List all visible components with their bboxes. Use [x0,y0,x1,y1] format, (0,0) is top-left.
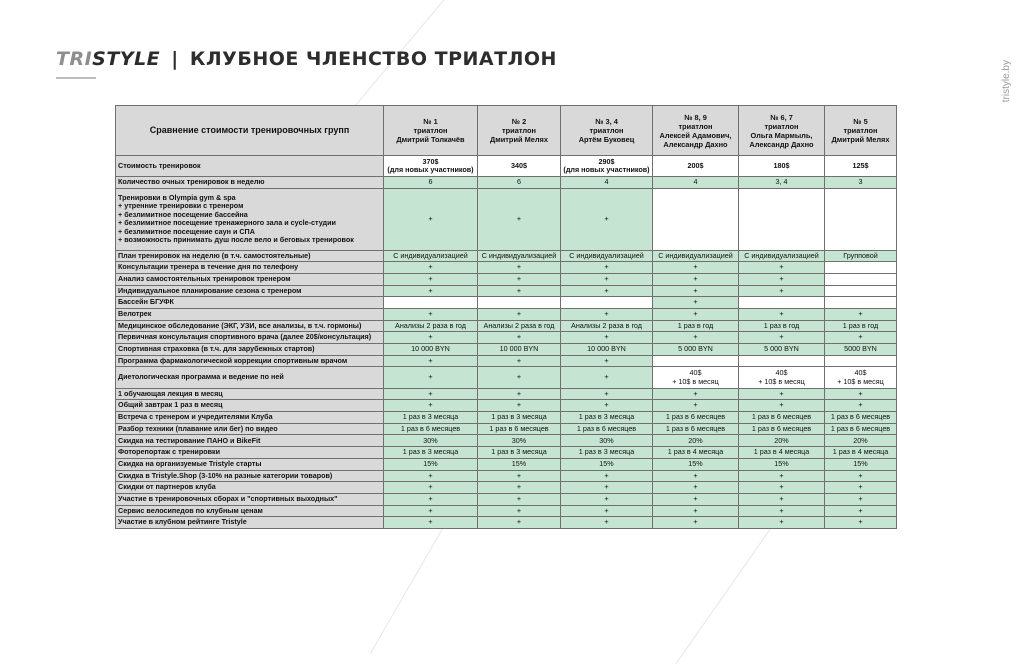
table-cell: + [384,482,478,494]
table-cell: Анализы 2 раза в год [384,320,478,332]
table-cell: 1 раз в 4 месяца [739,447,825,459]
row-label: Общий завтрак 1 раз в месяц [116,400,384,412]
table-cell: + [653,273,739,285]
row-label: Индивидуальное планирование сезона с тренером [116,285,384,297]
table-cell: 1 раз в 4 месяца [653,447,739,459]
table-cell: + [739,400,825,412]
row-label: Участие в тренировочных сборах и "спортивных выходных" [116,493,384,505]
table-row [116,435,897,447]
table-cell: + [384,355,478,367]
table-cell: 15% [561,458,653,470]
table-cell: 40$ + 10$ в месяц [739,367,825,388]
table-cell: 40$ + 10$ в месяц [825,367,897,388]
table-cell: + [561,285,653,297]
column-header: № 8, 9 триатлон Алексей Адамович, Александр Дахно [653,106,739,156]
title-text: КЛУБНОЕ ЧЛЕНСТВО ТРИАТЛОН [189,48,557,70]
table-cell: + [478,388,561,400]
table-cell: С индивидуализацией [561,250,653,262]
table-cell: 20% [653,435,739,447]
table-cell: 340$ [478,156,561,177]
table-cell: + [653,493,739,505]
table-cell: + [478,285,561,297]
title-underline [56,77,96,79]
table-cell: 15% [478,458,561,470]
table-cell: 290$ (для новых участников) [561,156,653,177]
table-cell: + [739,388,825,400]
table-cell: + [561,188,653,250]
table-cell: 180$ [739,156,825,177]
table-cell: + [825,505,897,517]
table-cell: 10 000 BYN [478,344,561,356]
table-cell: 4 [653,177,739,189]
row-label: Спортивная страховка (в т.ч. для зарубежных стартов) [116,344,384,356]
table-row [116,412,897,424]
table-cell: 1 раз в 6 месяцев [825,412,897,424]
table-cell: Анализы 2 раза в год [561,320,653,332]
row-label: Стоимость тренировок [116,156,384,177]
column-header: № 2 триатлон Дмитрий Мелях [478,106,561,156]
table-cell: 1 раз в 3 месяца [561,447,653,459]
table-row [116,250,897,262]
brand-logo: TRISTYLE [56,48,161,70]
table-row [116,285,897,297]
row-label: Тренировки в Olympia gym & spa + утренние тренировки с тренером + безлимитное посещение бассейна + безлимитное посещение тренажерного зала и cycle-студии + безлимитное посещение саун и СПА + возможность принимать душ после вело и беговых тренировок [116,188,384,250]
table-row [116,177,897,189]
table-cell: + [561,470,653,482]
table-cell: + [478,505,561,517]
table-cell: + [653,505,739,517]
table-cell: + [561,493,653,505]
table-cell: + [478,188,561,250]
row-label: План тренировок на неделю (в т.ч. самостоятельные) [116,250,384,262]
table-cell: + [561,262,653,274]
table-cell: + [825,400,897,412]
table-cell: + [653,309,739,321]
table-cell [561,297,653,309]
table-corner-header: Сравнение стоимости тренировочных групп [116,106,384,156]
table-row [116,367,897,388]
table-cell: Анализы 2 раза в год [478,320,561,332]
table-cell: + [653,297,739,309]
table-cell: 5000 BYN [825,344,897,356]
table-cell: + [478,262,561,274]
table-cell: 1 раз в 4 месяца [825,447,897,459]
row-label: Скидки от партнеров клуба [116,482,384,494]
table-row [116,332,897,344]
comparison-table [115,105,897,529]
column-header: № 3, 4 триатлон Артём Буковец [561,106,653,156]
table-cell: + [739,262,825,274]
table-cell: 15% [653,458,739,470]
table-cell [825,297,897,309]
row-label: Медицинское обследование (ЭКГ, УЗИ, все анализы, в т.ч. гормоны) [116,320,384,332]
table-row [116,309,897,321]
table-cell: 5 000 BYN [653,344,739,356]
table-cell [653,355,739,367]
table-cell: 1 раз в 6 месяцев [561,423,653,435]
row-label: Участие в клубном рейтинге Tristyle [116,517,384,529]
table-cell: 1 раз в 6 месяцев [739,423,825,435]
table-cell: + [653,517,739,529]
title-separator: | [171,48,179,70]
table-cell: + [561,273,653,285]
row-label: Встреча с тренером и учредителями Клуба [116,412,384,424]
table-cell: + [384,470,478,482]
table-row [116,423,897,435]
table-row [116,470,897,482]
table-cell: + [384,517,478,529]
row-label: Программа фармакологической коррекции спортивным врачом [116,355,384,367]
table-cell: 1 раз в 6 месяцев [825,423,897,435]
table-cell: 15% [384,458,478,470]
table-row [116,482,897,494]
table-cell: + [384,273,478,285]
table-cell: 15% [825,458,897,470]
table-cell: 3 [825,177,897,189]
table-cell: 1 раз в 6 месяцев [739,412,825,424]
table-cell: + [825,470,897,482]
table-cell: 15% [739,458,825,470]
table-cell: + [478,273,561,285]
table-cell: 1 раз в 3 месяца [561,412,653,424]
table-cell: + [384,188,478,250]
table-row [116,273,897,285]
table-row [116,458,897,470]
table-row [116,188,897,250]
table-cell: 6 [478,177,561,189]
table-cell: + [825,493,897,505]
table-cell: + [478,470,561,482]
table-row [116,388,897,400]
table-cell [478,297,561,309]
table-row [116,447,897,459]
row-label: Скидка на организуемые Tristyle старты [116,458,384,470]
table-cell [384,297,478,309]
table-cell: + [384,332,478,344]
table-cell: + [478,332,561,344]
table-cell: 20% [739,435,825,447]
table-cell: + [739,493,825,505]
table-cell: + [561,517,653,529]
table-cell: + [478,517,561,529]
table-cell: + [739,470,825,482]
table-cell: + [739,273,825,285]
table-cell: 1 раз в 6 месяцев [653,423,739,435]
table-cell: + [653,388,739,400]
table-row [116,344,897,356]
table-cell: + [561,332,653,344]
table-cell [825,262,897,274]
table-cell: + [384,262,478,274]
table-cell: + [739,332,825,344]
table-cell: Групповой [825,250,897,262]
table-cell: 1 раз в 6 месяцев [478,423,561,435]
table-cell: + [825,309,897,321]
table-cell [825,285,897,297]
row-label: Анализ самостоятельных тренировок тренером [116,273,384,285]
row-label: Бассейн БГУФК [116,297,384,309]
table-cell: 1 раз в 3 месяца [384,412,478,424]
table-cell: + [561,367,653,388]
table-cell: С индивидуализацией [739,250,825,262]
column-header: № 5 триатлон Дмитрий Мелях [825,106,897,156]
table-cell: + [653,470,739,482]
table-cell: + [561,355,653,367]
table-cell: 1 раз в год [739,320,825,332]
table-cell: 1 раз в 3 месяца [478,447,561,459]
table-cell: 370$ (для новых участников) [384,156,478,177]
table-cell: + [384,285,478,297]
table-cell: + [825,482,897,494]
table-cell: + [478,493,561,505]
table-cell: + [384,367,478,388]
table-cell [739,355,825,367]
table-row [116,400,897,412]
table-cell [739,188,825,250]
table-cell: + [561,400,653,412]
table-cell: + [384,400,478,412]
column-header: № 6, 7 триатлон Ольга Мармыль, Александр Дахно [739,106,825,156]
table-row [116,493,897,505]
table-cell: + [653,482,739,494]
table-cell [825,355,897,367]
row-label: Диетологическая программа и ведение по ней [116,367,384,388]
row-label: Консультации тренера в течение дня по телефону [116,262,384,274]
table-cell: + [478,400,561,412]
table-row [116,156,897,177]
row-label: Разбор техники (плавание или бег) по видео [116,423,384,435]
table-cell: + [384,505,478,517]
row-label: Первичная консультация спортивного врача (далее 20$/консультация) [116,332,384,344]
row-label: Скидка в Tristyle.Shop (3-10% на разные категории товаров) [116,470,384,482]
table-cell: + [653,285,739,297]
table-cell: + [739,309,825,321]
table-cell: + [478,482,561,494]
table-row [116,297,897,309]
table-cell: + [653,400,739,412]
table-cell: + [561,309,653,321]
table-cell: + [561,388,653,400]
table-cell: 40$ + 10$ в месяц [653,367,739,388]
table-cell: + [478,309,561,321]
table-cell: + [384,493,478,505]
page-title [56,48,557,70]
table-cell [653,188,739,250]
row-label: Количество очных тренировок в неделю [116,177,384,189]
table-row [116,355,897,367]
table-row [116,505,897,517]
table-cell: + [384,388,478,400]
table-row [116,262,897,274]
table-cell: 1 раз в 6 месяцев [384,423,478,435]
table-cell: 6 [384,177,478,189]
column-header: № 1 триатлон Дмитрий Толкачёв [384,106,478,156]
row-label: 1 обучающая лекция в месяц [116,388,384,400]
table-cell: 1 раз в 3 месяца [478,412,561,424]
table-cell: 1 раз в 3 месяца [384,447,478,459]
table-header-row [116,106,897,156]
table-cell [825,273,897,285]
row-label: Сервис велосипедов по клубным ценам [116,505,384,517]
table-cell: 1 раз в год [825,320,897,332]
table-cell: 125$ [825,156,897,177]
table-row [116,517,897,529]
table-cell: + [653,262,739,274]
table-cell: С индивидуализацией [653,250,739,262]
table-cell: 30% [561,435,653,447]
table-cell: 200$ [653,156,739,177]
table-cell: + [739,505,825,517]
table-cell: + [825,517,897,529]
row-label: Скидка на тестирование ПАНО и BikeFit [116,435,384,447]
table-row [116,320,897,332]
table-cell: 20% [825,435,897,447]
row-label: Велотрек [116,309,384,321]
table-cell [739,297,825,309]
row-label: Фоторепортаж с тренировки [116,447,384,459]
site-url: tristyle.by [1001,60,1012,103]
table-cell: + [478,355,561,367]
table-cell: + [478,367,561,388]
table-cell: 30% [478,435,561,447]
table-cell: + [561,505,653,517]
table-cell: + [739,517,825,529]
table-cell: + [739,285,825,297]
table-cell: 5 000 BYN [739,344,825,356]
table-cell: + [739,482,825,494]
table-cell: 30% [384,435,478,447]
table-cell: + [653,332,739,344]
table-cell: 1 раз в год [653,320,739,332]
table-cell: 1 раз в 6 месяцев [653,412,739,424]
table-cell: + [825,332,897,344]
table-cell: С индивидуализацией [478,250,561,262]
table-cell: 10 000 BYN [561,344,653,356]
table-cell: + [561,482,653,494]
table-cell: 10 000 BYN [384,344,478,356]
table-cell: 4 [561,177,653,189]
table-cell: 3, 4 [739,177,825,189]
table-cell: + [384,309,478,321]
table-cell [825,188,897,250]
table-cell: + [825,388,897,400]
table-cell: С индивидуализацией [384,250,478,262]
